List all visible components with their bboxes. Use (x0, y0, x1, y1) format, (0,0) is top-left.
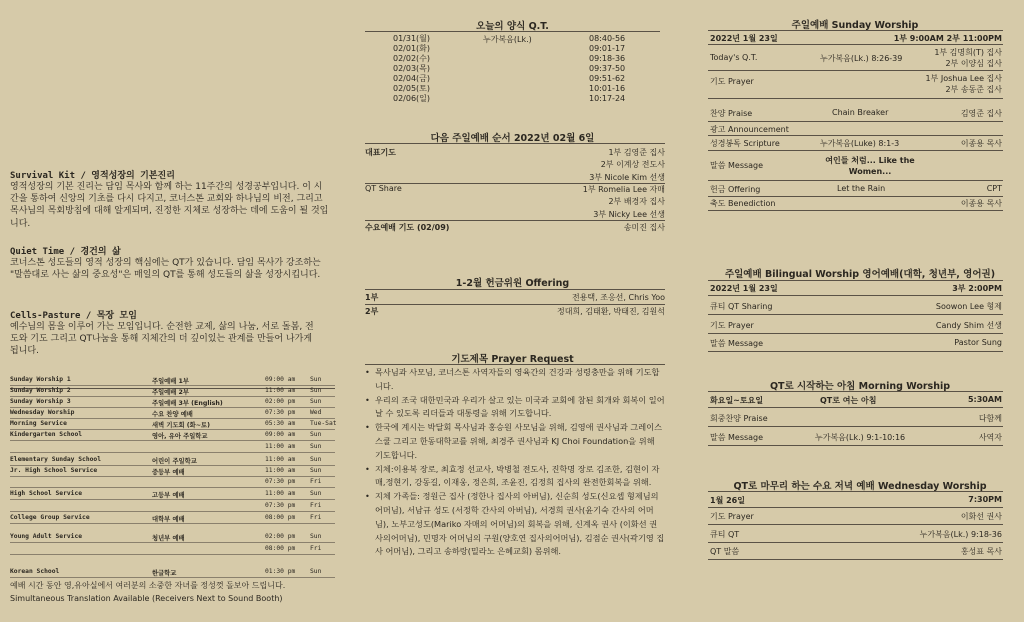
service-name: Young Adult Service (10, 533, 83, 540)
qt-date: 02/01(화) (393, 44, 431, 53)
service-day: Sun (310, 533, 322, 540)
prayer-item: • 지체:이용복 장로, 최효정 선교사, 박병철 전도사, 진학명 장로 김조한, 김현이 자매,정현기, 강동길, 이재웅, 정은희, 조윤진, 김정희 집사의 완전한회복을 위해. (365, 463, 665, 491)
service-kr: 주일예배 3부 (English) (152, 400, 223, 407)
bilingual-date: 2022년 1월 23일 (710, 284, 778, 293)
service-name: Sunday Worship 3 (10, 398, 71, 405)
sunday-times: 1부 9:00AM 2부 11:00PM (893, 34, 1002, 43)
bilingual-prayer-label: 기도 Prayer (710, 321, 754, 330)
service-time: 07:30 pm (265, 478, 296, 485)
wednesday-date: 1월 26일 (710, 496, 745, 505)
service-time: 02:00 pm (265, 398, 296, 405)
service-kr: 고등부 예배 (152, 492, 185, 499)
prayer-leader: 2부 송동준 집사 (945, 85, 1002, 94)
sunday-offering-label: 헌금 Offering (710, 185, 761, 194)
service-day: Sun (310, 456, 322, 463)
wednesday-qt-label: 큐티 QT (710, 530, 740, 539)
next-order-title: 다음 주일예배 순서 2022년 02월 6일 (430, 133, 595, 144)
quiet-time-body: 코너스톤 성도들의 영적 성장의 핵심에는 QT가 있습니다. 담임 목사가 강조하는 "말씀대로 사는 삶의 중요성"은 매일의 QT를 통해 성도들의 삶을 성장시킵니다. (10, 258, 321, 281)
service-time: 09:00 am (265, 431, 296, 438)
qt-date: 02/06(일) (393, 94, 431, 103)
service-kr: 수요 찬양 예배 (152, 411, 193, 418)
service-row (10, 398, 335, 408)
quiet-time-section (10, 244, 330, 281)
service-name: College Group Service (10, 514, 90, 521)
service-time: 08:00 pm (265, 514, 296, 521)
service-row (10, 387, 335, 397)
qt-date: 02/04(금) (393, 74, 431, 83)
morning-message-label: 말씀 Message (710, 433, 764, 442)
prayer-request-list (365, 366, 665, 559)
qt-sharer: 2부 배경자 집사 (608, 197, 665, 207)
service-row (10, 431, 335, 441)
qt-sharer: 1부 Romelia Lee 자매 (582, 185, 665, 194)
offering-label-2: 2부 (365, 307, 379, 316)
qt-date: 02/02(수) (393, 54, 431, 63)
service-time: 07:30 pm (265, 502, 296, 509)
prayer-leader: 3부 Nicole Kim 선생 (589, 172, 665, 182)
morning-worship-title: QT로 시작하는 아침 Morning Worship (769, 381, 951, 392)
wednesday-time: 7:30PM (968, 495, 1002, 504)
quiet-time-title: Quiet Time / 경건의 삶 (10, 247, 121, 257)
service-time: 11:00 am (265, 490, 296, 497)
qt-book: 누가복음(Lk.) (483, 35, 532, 44)
prayer-leader: 1부 Joshua Lee 집사 (925, 74, 1002, 83)
service-time: 01:30 pm (265, 568, 296, 575)
service-day: Sun (310, 443, 322, 450)
service-name: Sunday Worship 2 (10, 387, 71, 394)
service-name: Wednesday Worship (10, 409, 75, 416)
service-day: Fri (310, 502, 322, 509)
translation-note: Simultaneous Translation Available (Receivers Next to Sound Booth) (10, 594, 283, 603)
qt-leader: 1부 김명희(T) 집사 (934, 48, 1002, 57)
bilingual-title: 주일예배 Bilingual Worship 영어예배(대학, 청년부, 영어권) (724, 269, 996, 280)
prayer-item: • 우리의 조국 대한민국과 우리가 살고 있는 미국과 교회에 참된 회개와 회복이 일어날 수 있도록 리더들과 대통령을 위해 기도합니다. (365, 394, 665, 422)
sunday-worship-title: 주일예배 Sunday Worship (791, 20, 919, 31)
sunday-qt-ref: 누가복음(Lk.) 8:26-39 (820, 54, 903, 63)
wednesday-worship-title: QT로 마무리 하는 수요 저녁 예배 Wednesday Worship (733, 481, 987, 492)
service-name: Sunday Worship 1 (10, 376, 71, 383)
service-kr: 어린이 주일학교 (152, 458, 197, 465)
wed-prayer-label: 수요예배 기도 (02/09) (365, 223, 450, 232)
bilingual-time: 3부 2:00PM (952, 284, 1002, 293)
sunday-offering-song: Let the Rain (837, 184, 886, 193)
qt-date: 01/31(월) (393, 34, 431, 43)
morning-message-speaker: 사역자 (978, 433, 1002, 442)
cells-body: 예수님의 몸을 이루어 가는 모임입니다. 순전한 교제, 삶의 나눔, 서로 돌봄, 전도와 기도 그리고 QT나눔을 통해 지체간의 더 깊이있는 관계를 만들어 나가게 됩니다. (10, 322, 314, 357)
sunday-qt-leaders (934, 47, 1002, 69)
service-name: Morning Service (10, 420, 67, 427)
sunday-message-title: 여인들 처럼... Like the Women... (825, 156, 915, 176)
service-schedule (10, 376, 335, 576)
qt-date: 02/05(토) (393, 84, 431, 93)
qt-dates (393, 34, 453, 104)
service-time: 11:00 am (265, 443, 296, 450)
bilingual-prayer-leader: Candy Shim 선생 (935, 321, 1002, 330)
service-row (10, 456, 335, 466)
service-day: Sun (310, 398, 322, 405)
service-name: Korean School (10, 568, 60, 575)
service-time: 05:30 am (265, 420, 296, 427)
service-name: Jr. High School Service (10, 467, 98, 474)
sunday-praise-label: 찬양 Praise (710, 109, 753, 118)
sunday-scripture-ref: 누가복음(Luke) 8:1-3 (820, 139, 900, 148)
qt-ref: 09:37-50 (589, 64, 626, 73)
bilingual-message-label: 말씀 Message (710, 339, 764, 348)
service-day: Sun (310, 376, 322, 383)
sunday-date: 2022년 1월 23일 (710, 34, 778, 43)
qt-ref: 10:01-16 (589, 84, 626, 93)
service-time: 02:00 pm (265, 533, 296, 540)
service-time: 09:00 am (265, 376, 296, 383)
service-day: Sun (310, 467, 322, 474)
service-day: Fri (310, 545, 322, 552)
service-row (10, 376, 335, 386)
qt-leader: 2부 이양심 집사 (945, 59, 1002, 68)
service-kr: 새벽 기도회 (화~토) (152, 422, 210, 429)
sunday-qt-label: Today's Q.T. (710, 53, 758, 62)
childcare-note: 예배 시간 동안 영,유아실에서 여러분의 소중한 자녀를 정성껏 돌보아 드립니다. (10, 581, 286, 590)
service-name: Elementary Sunday School (10, 456, 101, 463)
sunday-announcement-label: 광고 Announcement (710, 125, 789, 134)
qt-refs (589, 34, 649, 104)
service-row (10, 568, 335, 578)
service-time: 11:00 am (265, 387, 296, 394)
wednesday-message-label: QT 말씀 (710, 547, 740, 556)
bilingual-message-speaker: Pastor Sung (954, 338, 1002, 347)
offering-names-1: 전용택, 조응선, Chris Yoo (571, 293, 665, 302)
service-row (10, 545, 335, 555)
morning-praise-label: 회중찬양 Praise (710, 414, 768, 423)
service-row (10, 490, 335, 500)
service-row (10, 514, 335, 524)
service-kr: 영아, 유아 주일학교 (152, 433, 208, 440)
sunday-prayer-label: 기도 Prayer (710, 77, 754, 86)
survival-kit-title: Survival Kit / 영적성장의 기본진리 (10, 171, 175, 181)
service-kr: 청년부 예배 (152, 535, 185, 542)
wednesday-prayer-label: 기도 Prayer (710, 512, 754, 521)
sunday-praise-song: Chain Breaker (832, 108, 889, 117)
sunday-prayer-leaders (925, 73, 1002, 95)
service-kr: 중등부 예배 (152, 469, 185, 476)
service-day: Sun (310, 568, 322, 575)
service-name: High School Service (10, 490, 83, 497)
service-day: Fri (310, 514, 322, 521)
qt-ref: 08:40-56 (589, 34, 626, 43)
sunday-benediction-label: 축도 Benediction (710, 199, 776, 208)
next-share-label: QT Share (365, 184, 402, 193)
qt-ref: 09:51-62 (589, 74, 626, 83)
sunday-praise-leader: 김영준 집사 (960, 109, 1002, 118)
service-row (10, 533, 335, 543)
service-day: Sun (310, 490, 322, 497)
wed-prayer-name: 송미진 집사 (623, 223, 665, 232)
prayer-leader: 2부 이계상 전도사 (600, 160, 665, 170)
service-kr: 한글학교 (152, 570, 177, 577)
sunday-message-label: 말씀 Message (710, 161, 764, 170)
sunday-scripture-reader: 이종용 목사 (960, 139, 1002, 148)
bilingual-qt-leader: Soowon Lee 형제 (935, 302, 1002, 311)
service-row (10, 443, 335, 453)
prayer-request-title: 기도제목 Prayer Request (451, 354, 574, 365)
prayer-item: • 목사님과 사모님, 코너스톤 사역자들의 영육간의 건강과 성령충만을 위해 기도합니다. (365, 366, 665, 394)
service-day: Wed (310, 409, 322, 416)
offering-names-2: 정대희, 김태환, 박태진, 김원석 (557, 307, 665, 316)
morning-time: 5:30AM (967, 395, 1002, 404)
wednesday-prayer-leader: 이화선 권사 (960, 512, 1002, 521)
service-day: Tue-Sat (310, 420, 337, 427)
service-time: 11:00 am (265, 467, 296, 474)
morning-days: 화요일~토요일 (710, 396, 764, 405)
bilingual-qt-label: 큐티 QT Sharing (710, 302, 773, 311)
next-share-names (485, 184, 665, 221)
service-row (10, 478, 335, 488)
service-row (10, 467, 335, 477)
next-prayer-names (485, 147, 665, 184)
qt-title: 오늘의 양식 Q.T. (476, 21, 549, 32)
service-kr: 주일예배 2부 (152, 389, 189, 396)
morning-message-ref: 누가복음(Lk.) 9:1-10:16 (815, 433, 906, 442)
service-kr: 주일예배 1부 (152, 378, 189, 385)
wednesday-message-speaker: 홍성표 목사 (960, 547, 1002, 556)
service-day: Sun (310, 387, 322, 394)
service-row (10, 502, 335, 512)
offering-title: 1-2월 헌금위원 Offering (455, 278, 570, 289)
prayer-item: • 지체 가족들: 정원근 집사 (정한나 집사의 아버님), 신순희 성도(신요셉 형제님의 어머님), 서남규 성도 (서정학 간사의 아버님), 서경희 권사(윤기숙 간사의 어머님), 노부고성도(Mariko 자매의 어머님)의 회복을 위해, 신계옥 권사 (이화선 권사의어머님), 민명자 어머님의 구원(양호연 집사의어머님), 김점순 권사(곽기영 집사 어머님), 그리고 송하랑(밀라노 은혜교회) 몸위해. (365, 490, 665, 559)
morning-theme: QT로 여는 아침 (820, 396, 877, 405)
sunday-benediction-leader: 이종용 목사 (960, 199, 1002, 208)
qt-ref: 09:01-17 (589, 44, 626, 53)
service-row (10, 409, 335, 419)
wednesday-qt-ref: 누가복음(Lk.) 9:18-36 (919, 530, 1002, 539)
morning-praise-leader: 다함께 (978, 414, 1002, 423)
service-day: Sun (310, 431, 322, 438)
qt-date: 02/03(목) (393, 64, 431, 73)
survival-kit-section (10, 168, 330, 230)
service-time: 11:00 am (265, 456, 296, 463)
qt-ref: 10:17-24 (589, 94, 626, 103)
qt-ref: 09:18-36 (589, 54, 626, 63)
service-name: Kindergarten School (10, 431, 83, 438)
service-day: Fri (310, 478, 322, 485)
prayer-item: • 한국에 계시는 박달회 목사님과 홍승원 사모님을 위해, 김영애 권사님과 그레이스 스쿨 그리고 한동대학교를 위해, 최경주 권사님과 KJ Choi Foundation을 위해 기도합니다. (365, 421, 665, 462)
service-kr: 대학부 예배 (152, 516, 185, 523)
prayer-leader: 1부 김영준 집사 (608, 148, 665, 157)
qt-sharer: 3부 Nicky Lee 선생 (593, 209, 665, 219)
service-time: 07:30 pm (265, 409, 296, 416)
service-row (10, 420, 335, 430)
cells-section (10, 308, 320, 358)
survival-kit-body: 영적성장의 기본 진리는 담임 목사와 함께 하는 11주간의 성경공부입니다. 이 시간을 통하여 신앙의 기초를 다시 다지고, 코너스톤 교회와 하나님의 비전, 그리고 목사님의 목회방침에 대해 알게되며, 진정한 지체로 성장하는 데에 도움이 될 것입니다. (10, 182, 329, 229)
cells-title: Cells-Pasture / 목장 모임 (10, 311, 137, 321)
offering-label-1: 1부 (365, 293, 379, 302)
service-time: 08:00 pm (265, 545, 296, 552)
sunday-scripture-label: 성경봉독 Scripture (710, 139, 780, 148)
sunday-offering-leader: CPT (986, 184, 1002, 193)
next-prayer-label: 대표기도 (365, 148, 396, 157)
